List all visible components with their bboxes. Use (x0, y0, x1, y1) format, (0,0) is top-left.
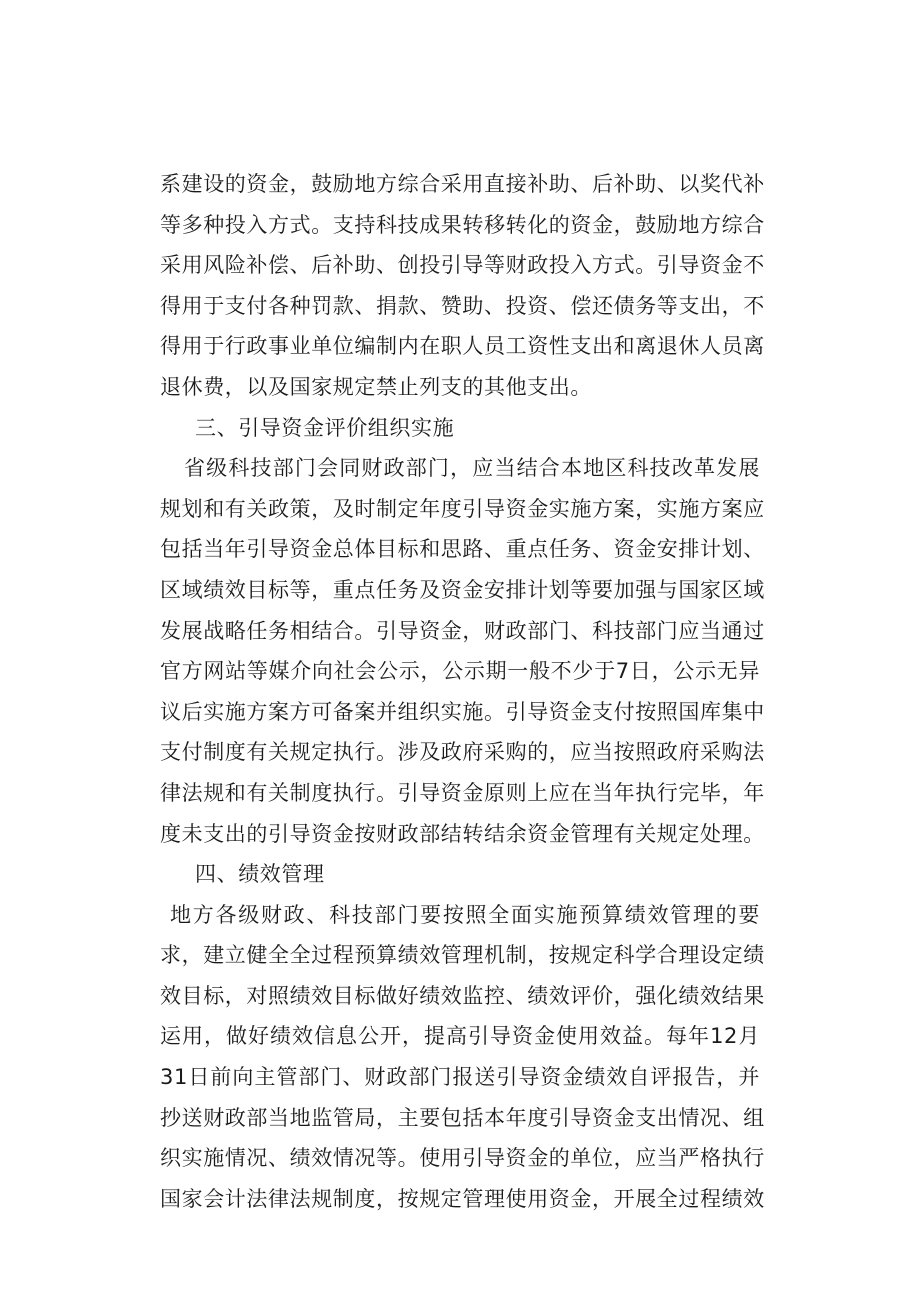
paragraph-line: 退休费，以及国家规定禁止列支的其他支出。 (160, 374, 592, 399)
section-heading: 四、绩效管理 (195, 862, 325, 887)
paragraph-line: 系建设的资金，鼓励地方综合采用直接补助、后补助、以奖代补 (160, 172, 765, 196)
paragraph-line: 织实施情况、绩效情况等。使用引导资金的单位，应当严格执行 (160, 1146, 765, 1171)
paragraph-line: 得用于行政事业单位编制内在职人员工资性支出和离退休人员离 (160, 334, 765, 359)
paragraph-line: 发展战略任务相结合。引导资金，财政部门、科技部门应当通过 (160, 618, 765, 643)
paragraph-line: 31日前向主管部门、财政部门报送引导资金绩效自评报告，并 (160, 1065, 760, 1090)
paragraph-line: 支付制度有关规定执行。涉及政府采购的，应当按照政府采购法 (160, 740, 765, 765)
paragraph-line: 效目标，对照绩效目标做好绩效监控、绩效评价，强化绩效结果 (160, 983, 765, 1008)
paragraph-line: 国家会计法律法规制度，按规定管理使用资金，开展全过程绩效 (160, 1186, 765, 1211)
paragraph-line: 等多种投入方式。支持科技成果转移转化的资金，鼓励地方综合 (160, 212, 765, 237)
paragraph-line: 包括当年引导资金总体目标和思路、重点任务、资金安排计划、 (160, 537, 765, 562)
paragraph-line: 官方网站等媒介向社会公示，公示期一般不少于7日，公示无异 (160, 659, 760, 684)
paragraph-line: 抄送财政部当地监管局，主要包括本年度引导资金支出情况、组 (160, 1105, 765, 1130)
paragraph-line: 律法规和有关制度执行。引导资金原则上应在当年执行完毕，年 (160, 780, 765, 805)
paragraph-line: 议后实施方案方可备案并组织实施。引导资金支付按照国库集中 (160, 699, 765, 724)
section-heading: 三、引导资金评价组织实施 (195, 415, 455, 440)
paragraph-line: 规划和有关政策，及时制定年度引导资金实施方案，实施方案应 (160, 496, 765, 521)
paragraph-line: 区域绩效目标等，重点任务及资金安排计划等要加强与国家区域 (160, 577, 765, 602)
paragraph-line: 运用，做好绩效信息公开，提高引导资金使用效益。每年12月 (160, 1024, 760, 1049)
document-body (160, 164, 765, 1219)
paragraph-line: 得用于支付各种罚款、捐款、赞助、投资、偿还债务等支出，不 (160, 293, 765, 318)
paragraph-line: 地方各级财政、科技部门要按照全面实施预算绩效管理的要 (170, 902, 760, 927)
paragraph-line: 采用风险补偿、后补助、创投引导等财政投入方式。引导资金不 (160, 253, 765, 278)
paragraph-line: 求，建立健全全过程预算绩效管理机制，按规定科学合理设定绩 (160, 943, 765, 968)
paragraph-line: 度未支出的引导资金按财政部结转结余资金管理有关规定处理。 (160, 821, 765, 846)
paragraph-line: 省级科技部门会同财政部门，应当结合本地区科技改革发展 (184, 456, 760, 481)
